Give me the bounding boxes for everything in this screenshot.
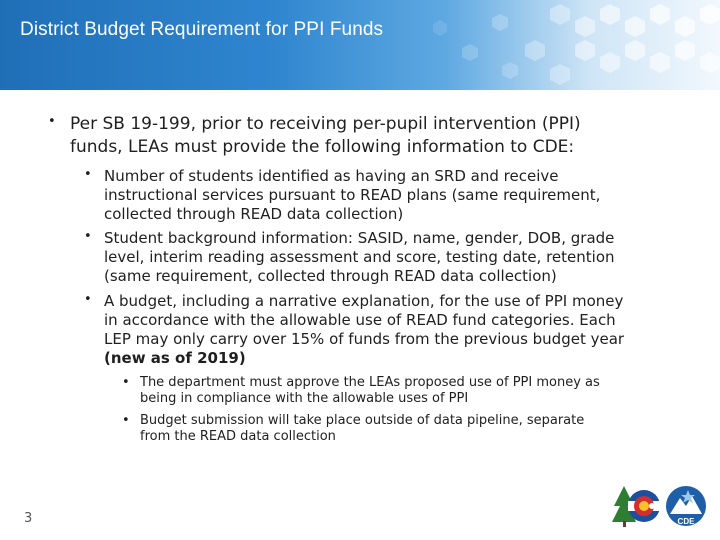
sub-bullet-line: Number of students identified as having an SRD and receive (104, 167, 559, 185)
bullet-marker: • (122, 413, 130, 428)
sub-bullet-line: instructional services pursuant to READ plans (same requirement, (104, 186, 601, 204)
main-bullet-line: funds, LEAs must provide the following information to CDE: (70, 137, 575, 157)
sub-sub-bullet-line: from the READ data collection (140, 429, 336, 444)
sub-sub-bullet-line: The department must approve the LEAs proposed use of PPI money as (140, 375, 600, 390)
sub-sub-bullet-line: Budget submission will take place outside of data pipeline, separate (140, 413, 585, 428)
sub-bullet-line: collected through READ data collection) (104, 205, 404, 223)
sub-bullet-line: A budget, including a narrative explanation, for the use of PPI money (104, 292, 624, 310)
sub-bullet-line-bold: (new as of 2019) (104, 349, 246, 367)
sub-bullet-line: LEP may only carry over 15% of funds from the previous budget year (104, 330, 625, 348)
slide-title: District Budget Requirement for PPI Funds (20, 19, 384, 40)
colorado-flag-logo-icon (612, 484, 664, 528)
bullet-marker: • (48, 114, 56, 129)
bullet-marker: • (84, 292, 92, 307)
main-bullet-line: Per SB 19-199, prior to receiving per-pupil intervention (PPI) (70, 114, 581, 134)
sub-sub-bullet-line: being in compliance with the allowable uses of PPI (140, 391, 469, 406)
page-number: 3 (24, 511, 33, 526)
sub-bullet-line: Student background information: SASID, name, gender, DOB, grade (104, 229, 615, 247)
bullet-marker: • (84, 167, 92, 182)
sub-bullet-line: level, interim reading assessment and score, testing date, retention (104, 248, 615, 266)
bullet-marker: • (84, 229, 92, 244)
cde-logo-icon (664, 484, 708, 528)
sub-bullet-line: (same requirement, collected through READ data collection) (104, 267, 557, 285)
sub-bullet-line: in accordance with the allowable use of READ fund categories. Each (104, 311, 616, 329)
cde-logo-label: CDE (677, 517, 695, 526)
bullet-marker: • (122, 375, 130, 390)
